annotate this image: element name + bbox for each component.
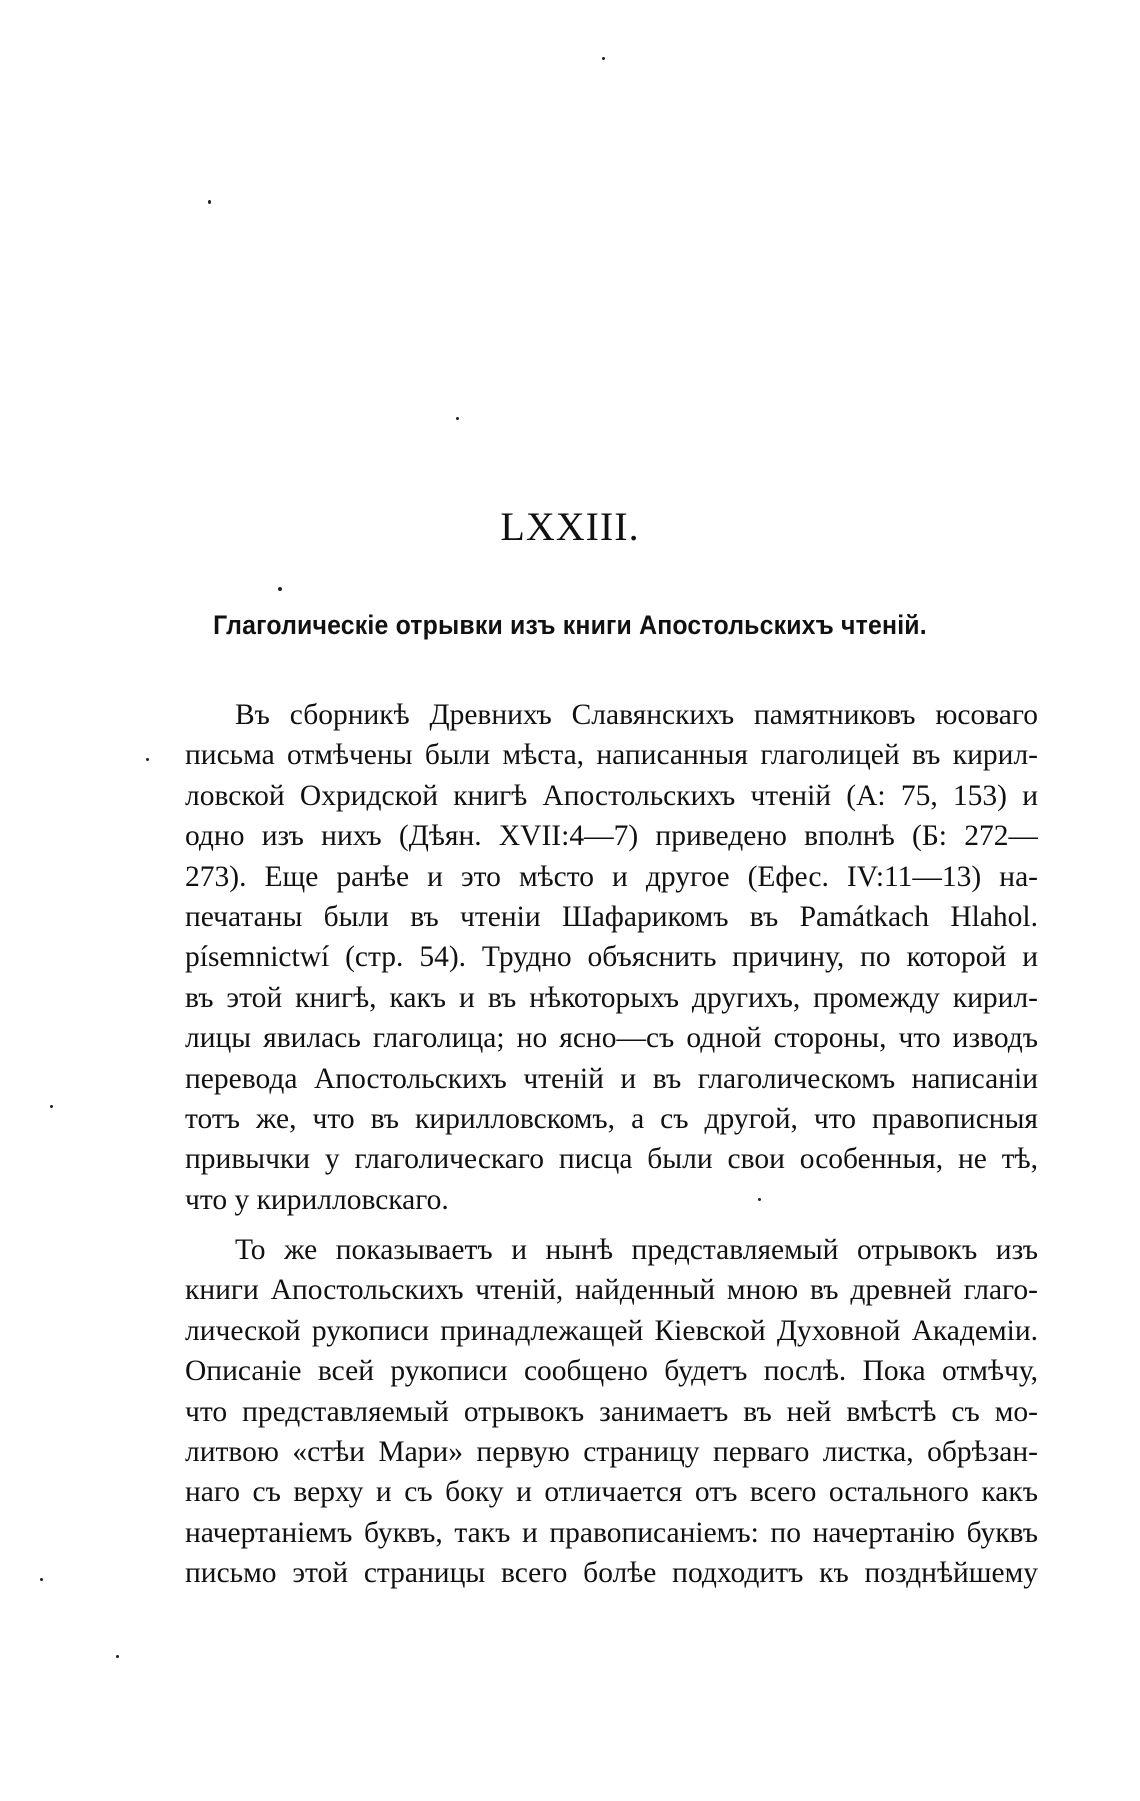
scan-speck [278,587,282,591]
text-line: письмо этой страницы всего болѣе подходитъ къ позднѣйшему [185,1557,1038,1590]
text-line: печатаны были въ чтеніи Шафарикомъ въ Památkach Hlahol. [185,900,1038,933]
scan-speck [116,1655,119,1658]
text-line: начертаніемъ буквъ, такъ и правописаніемъ: по начертанію буквъ [185,1516,1038,1549]
text-line: привычки у глаголическаго писца были свои особенныя, не тѣ, [185,1143,1038,1176]
text-line: наго съ верху и съ боку и отличается отъ всего остального какъ [185,1476,1038,1509]
body-text [185,695,1038,1594]
text-line: тотъ же, что въ кирилловскомъ, а съ другой, что правописныя [185,1102,1038,1135]
text-line: что у кирилловскаго. [185,1183,449,1216]
text-line: книги Апостольскихъ чтеній, найденный мною въ древней глаго- [185,1274,1038,1307]
text-line: лической рукописи принадлежащей Кіевской Духовной Академіи. [185,1314,1038,1347]
scan-speck [40,1578,43,1581]
scan-speck [146,758,149,761]
scan-speck [456,417,459,420]
scan-speck [602,57,605,60]
section-title: Глаголическіе отрывки изъ книги Апостольскихъ чтеній. [213,610,927,640]
text-line: одно изъ нихъ (Дѣян. XVII:4—7) приведено вполнѣ (Б: 272— [185,820,1038,853]
text-line: ловской Охридской книгѣ Апостольскихъ чтеній (А: 75, 153) и [185,779,1038,812]
scan-speck [50,1105,53,1108]
text-line: въ этой книгѣ, какъ и въ нѣкоторыхъ другихъ, промежду кирил- [185,981,1038,1014]
text-line: То же показываетъ и нынѣ представляемый отрывокъ изъ [235,1234,1038,1267]
paragraph-1 [185,695,1038,1220]
chapter-number: LXXIII. [500,504,640,549]
text-line: литвою «стѣи Мари» первую страницу перваго листка, обрѣзан- [185,1436,1038,1469]
paragraph-2 [185,1230,1038,1594]
text-line: перевода Апостольскихъ чтеній и въ глаголическомъ написаніи [185,1062,1038,1095]
text-line: Въ сборникѣ Древнихъ Славянскихъ памятниковъ юсоваго [235,699,1038,731]
scan-speck [208,200,211,204]
text-line: písemnictwí (стр. 54). Трудно объяснить причину, по которой и [185,941,1038,974]
scan-speck [758,1198,761,1201]
text-line: Описаніе всей рукописи сообщено будетъ послѣ. Пока отмѣчу, [185,1355,1038,1388]
text-line: письма отмѣчены были мѣста, написанныя глаголицей въ кирил- [185,739,1038,772]
text-line: 273). Еще ранѣе и это мѣсто и другое (Ефес. IV:11—13) на- [185,860,1038,893]
text-line: что представляемый отрывокъ занимаетъ въ ней вмѣстѣ съ мо- [185,1395,1038,1428]
text-line: лицы явилась глаголица; но ясно—съ одной стороны, что изводъ [185,1022,1038,1055]
paragraph-gap [185,1220,1038,1230]
